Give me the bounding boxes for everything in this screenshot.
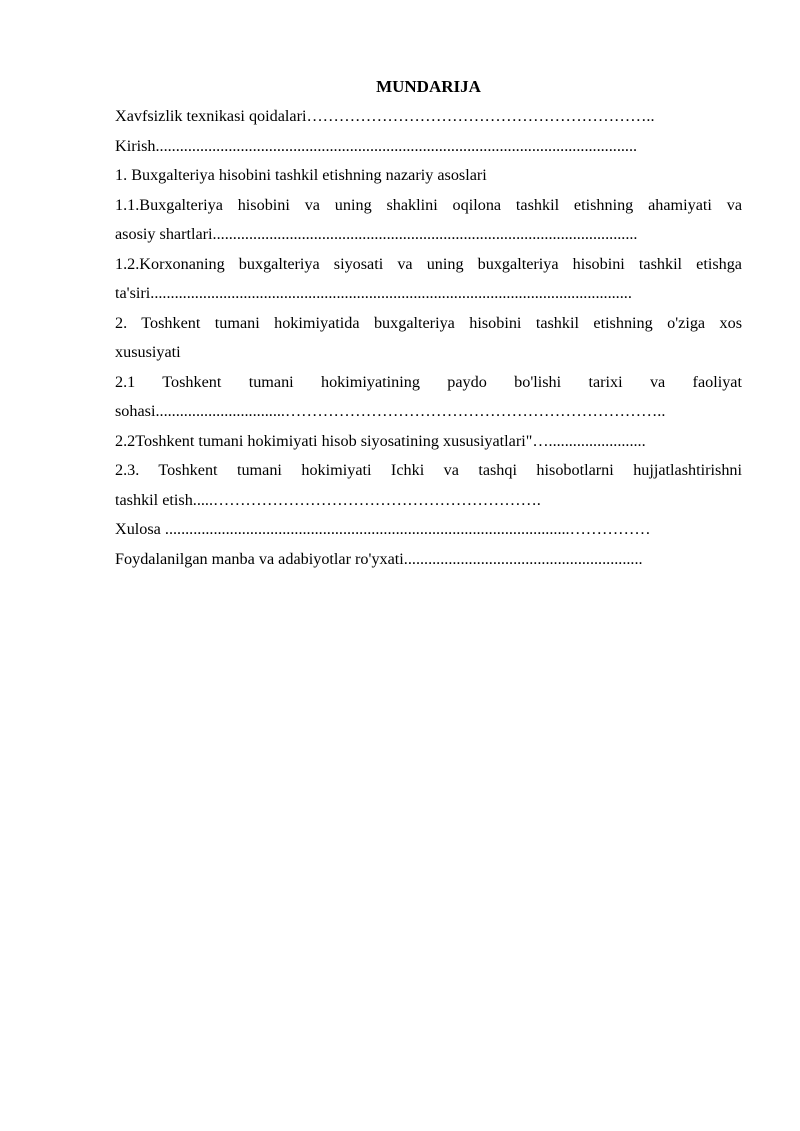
toc-entry-chapter-2-line-2: xususiyati — [115, 343, 181, 361]
document-page — [115, 74, 742, 574]
toc-entry-conclusion: Xulosa ....................................................................................................…………… — [115, 520, 651, 538]
toc-entry-1-2-line-1: 1.2.Korxonaning buxgalteriya siyosati va uning buxgalteriya hisobini tashkil etishga — [115, 254, 742, 273]
page-title: MUNDARIJA — [376, 77, 481, 96]
toc-entry-1-1-line-2: asosiy shartlari......................................................................................................... — [115, 225, 638, 243]
toc-entry-introduction: Kirish....................................................................................................................... — [115, 136, 638, 155]
toc-entry-references: Foydalanilgan manba va adabiyotlar ro'yxati........................................................... — [115, 549, 643, 568]
toc-entry-1-2-line-2: ta'siri....................................................................................................................... — [115, 284, 632, 302]
toc-entry-chapter-2-line-1: 2. Toshkent tumani hokimiyatida buxgalteriya hisobini tashkil etishning o'ziga xos — [115, 313, 742, 332]
toc-entry-2-3-line-1: 2.3. Toshkent tumani hokimiyati Ichki va tashqi hisobotlarni hujjatlashtirishni — [115, 461, 742, 479]
toc-entry-2-1-line-1: 2.1 Toshkent tumani hokimiyatining paydo bo'lishi tarixi va faoliyat — [115, 372, 742, 391]
toc-entry-chapter-1: 1. Buxgalteriya hisobini tashkil etishning nazariy asoslari — [115, 166, 487, 184]
toc-entry-2-2: 2.2Toshkent tumani hokimiyati hisob siyosatining xususiyatlari"…........................ — [115, 431, 646, 450]
toc-entry-2-3-line-2: tashkil etish.....……………………………………………………. — [115, 490, 541, 509]
toc-entry-2-1-line-2: sohasi................................…………………………………………………………….. — [115, 402, 666, 420]
toc-entry-1-1-line-1: 1.1.Buxgalteriya hisobini va uning shaklini oqilona tashkil etishning ahamiyati va — [115, 195, 742, 214]
toc-entry-safety-rules: Xavfsizlik texnikasi qoidalari……………………………………………………….. — [115, 107, 655, 125]
